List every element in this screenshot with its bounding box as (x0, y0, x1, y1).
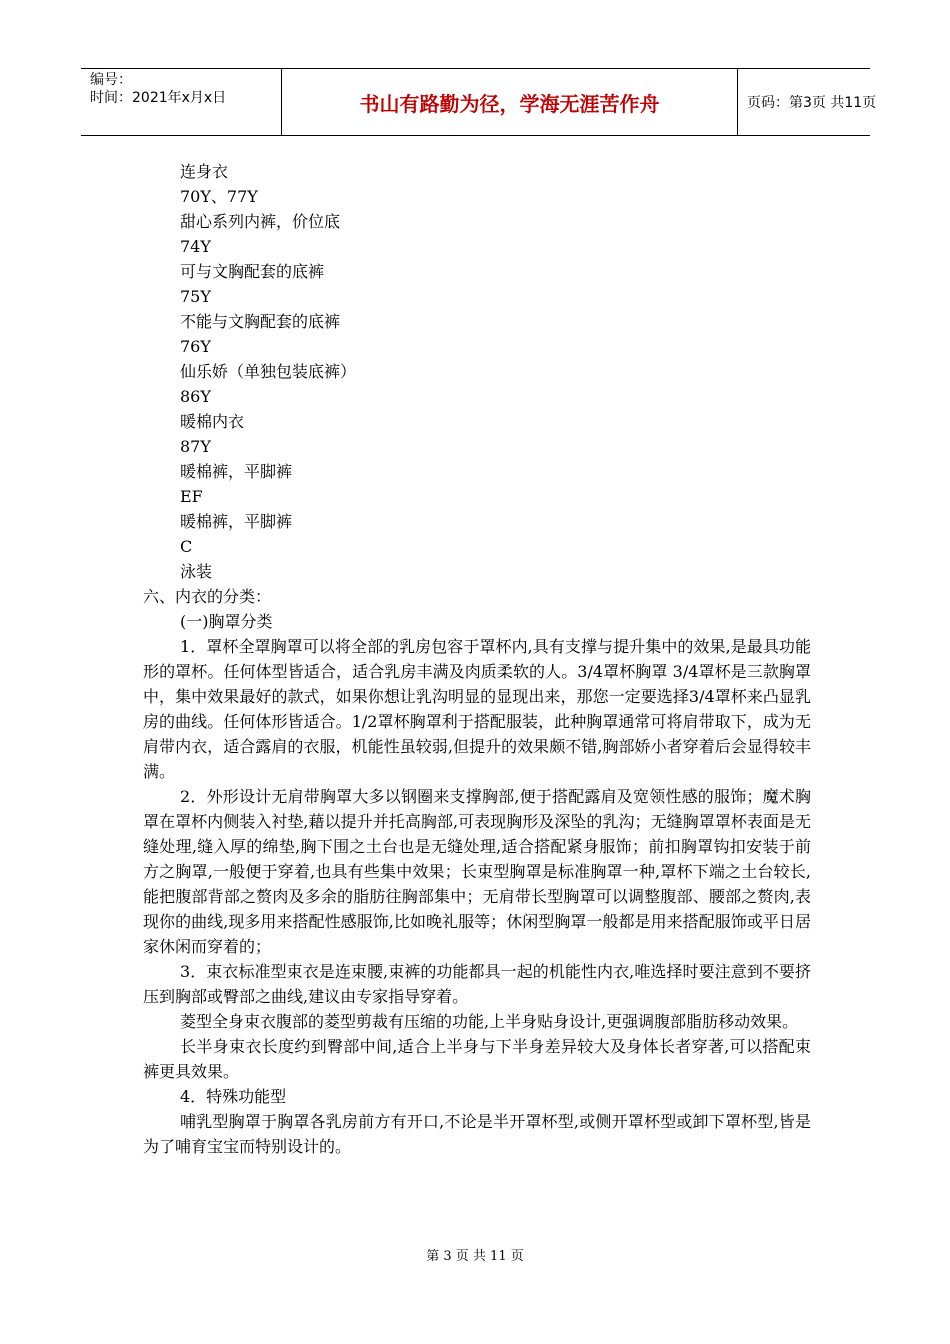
list-item: 甜心系列内裤，价位底 (180, 212, 341, 231)
list-item: 74Y (180, 237, 211, 256)
subsection-title: (一)胸罩分类 (180, 612, 273, 631)
header-motto: 书山有路勤为径，学海无涯苦作舟 (282, 69, 738, 135)
list-item: 70Y、77Y (180, 187, 258, 206)
paragraph: 哺乳型胸罩于胸罩各乳房前方有开口,不论是半开罩杯型,或侧开罩杯型或卸下罩杯型,皆是为了哺育宝宝而特别设计的。 (143, 1112, 811, 1156)
list-item: 仙乐娇（单独包装底裤） (180, 362, 357, 381)
page-header (81, 68, 877, 136)
page-footer: 第 3 页 共 11 页 (426, 1249, 524, 1264)
header-meta (81, 69, 282, 135)
paragraph: 2．外形设计无肩带胸罩大多以钢圈来支撑胸部,便于搭配露肩及宽领性感的服饰；魔术胸罩在罩杯内侧装入衬垫,藉以提升并托高胸部,可表现胸形及深坠的乳沟；无缝胸罩罩杯表面是无缝处理,缝入厚的绵垫,胸下围之土台也是无缝处理,适合搭配紧身服饰；前扣胸罩钩扣安装于前方之胸罩,一般便于穿着,也具有些集中效果；长束型胸罩是标准胸罩一种,罩杯下端之土台较长,能把腹部背部之赘肉及多余的脂肪往胸部集中；无肩带长型胸罩可以调整腹部、腰部之赘肉,表现你的曲线,现多用来搭配性感服饰,比如晚礼服等；休闲型胸罩一般都是用来搭配服饰或平日居家休闲而穿着的； (143, 787, 811, 956)
list-item: 暖棉裤，平脚裤 (180, 462, 293, 481)
paragraph: 长半身束衣长度约到臀部中间,适合上半身与下半身差异较大及身体长者穿著,可以搭配束裤更具效果。 (143, 1037, 811, 1081)
code-label: 编号： (90, 72, 132, 88)
list-item: EF (180, 487, 203, 506)
list-item: 连身衣 (180, 162, 229, 181)
list-item: 暖棉内衣 (180, 412, 245, 431)
list-item: 75Y (180, 287, 211, 306)
item-list (143, 159, 811, 584)
list-item: 不能与文胸配套的底裤 (180, 312, 341, 331)
header-page-label: 页码：第3页 共11页 (747, 95, 877, 111)
list-item: 76Y (180, 337, 211, 356)
list-item: 暖棉裤，平脚裤 (180, 512, 293, 531)
list-item: 可与文胸配套的底裤 (180, 262, 325, 281)
section-title: 六、内衣的分类： (143, 587, 272, 606)
list-item: 泳装 (180, 562, 213, 581)
paragraph: 菱型全身束衣腹部的菱型剪裁有压缩的功能,上半身贴身设计,更强调腹部脂肪移动效果。 (180, 1012, 799, 1031)
date-label: 时间：2021年x月x日 (90, 90, 227, 106)
paragraph: 4．特殊功能型 (180, 1087, 287, 1106)
list-item: C (180, 537, 193, 556)
paragraph: 3．束衣标准型束衣是连束腰,束裤的功能都具一起的机能性内衣,唯选择时要注意到不要挤压到胸部或臀部之曲线,建议由专家指导穿着。 (143, 962, 811, 1006)
document-body (143, 159, 811, 1159)
paragraph: 1．罩杯全罩胸罩可以将全部的乳房包容于罩杯内,具有支撑与提升集中的效果,是最具功能形的罩杯。任何体型皆适合，适合乳房丰满及肉质柔软的人。3/4罩杯胸罩 3/4罩杯是三款胸罩中，集中效果最好的款式，如果你想让乳沟明显的显现出来，那您一定要选择3/4罩杯来凸显乳房的曲线。任何体形皆适合。1/2罩杯胸罩利于搭配服装，此种胸罩通常可将肩带取下，成为无肩带内衣，适合露肩的衣服，机能性虽较弱,但提升的效果颇不错,胸部娇小者穿着后会显得较丰满。 (143, 637, 811, 781)
list-item: 87Y (180, 437, 211, 456)
list-item: 86Y (180, 387, 211, 406)
